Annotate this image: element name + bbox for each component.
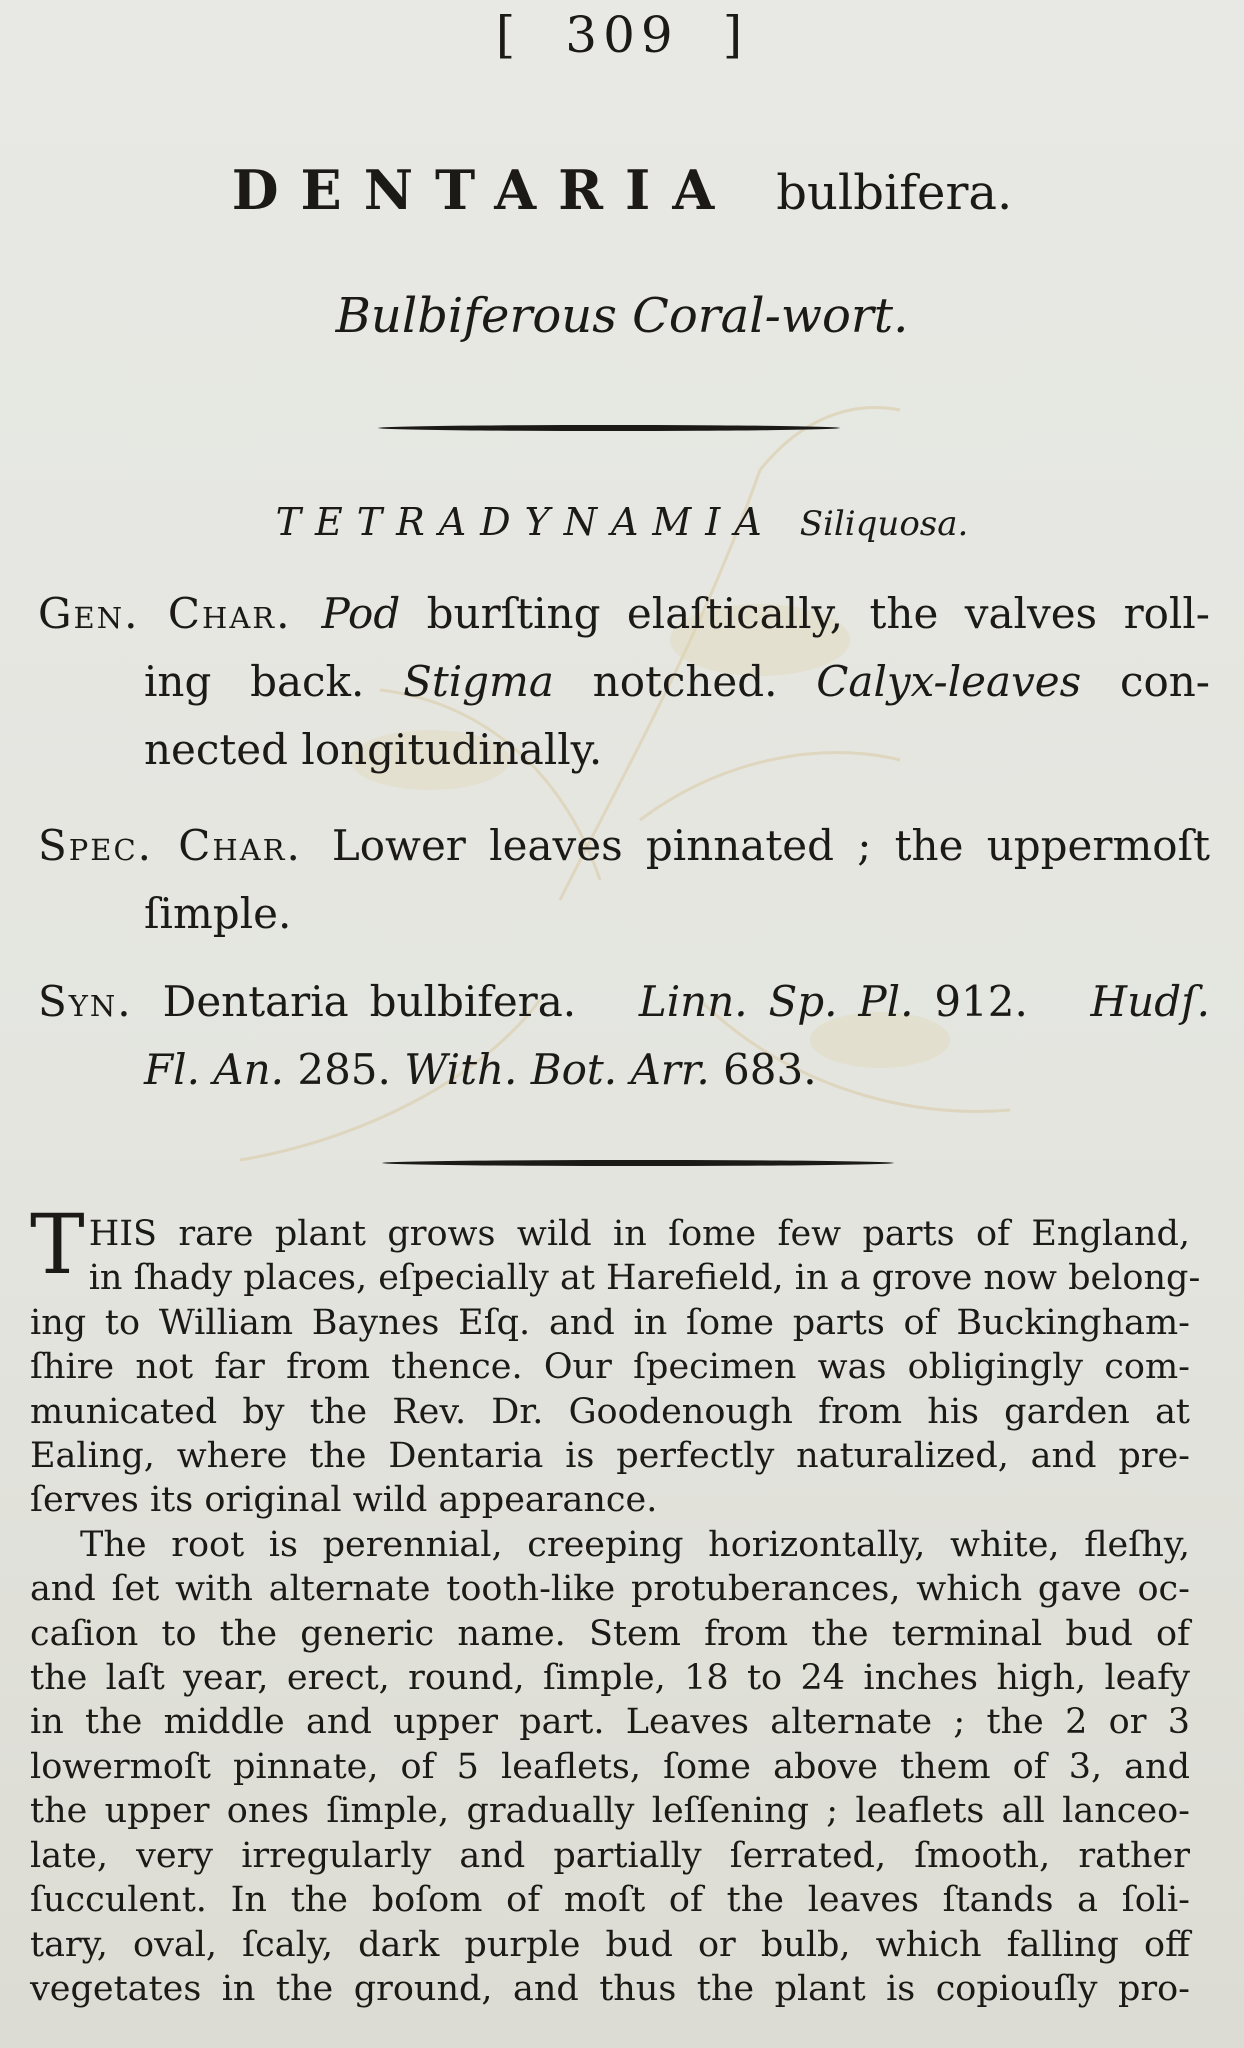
linnaean-classification <box>0 500 1244 544</box>
para1-line: ſhire not far from thence. Our ſpecimen was obligingly com- <box>30 1347 1190 1388</box>
syn-label: Syn. <box>38 977 133 1026</box>
syn-line-1 <box>38 968 1210 1036</box>
spec-text-1: Lower leaves pinnated ; the uppermoſt <box>331 821 1211 870</box>
gen-term-calyx: Calyx-leaves <box>816 657 1082 706</box>
para2-line: the upper ones ſimple, gradually leſſening ; leaflets all lanceo- <box>30 1791 1190 1832</box>
syn-page-flan: 285. <box>284 1045 405 1094</box>
gen-term-pod: Pod <box>321 589 401 638</box>
bracket-open: [ <box>495 6 522 64</box>
para2-line: The root is perennial, creeping horizontally, white, fleſhy, <box>80 1524 1190 1565</box>
spec-char-label: Spec. Char. <box>38 821 302 870</box>
gen-text-2c: con- <box>1081 657 1210 706</box>
para2-line: late, very irregularly and partially ſerrated, ſmooth, rather <box>30 1835 1190 1876</box>
generic-character <box>38 580 1210 784</box>
syn-line-2 <box>38 1036 1210 1104</box>
page-number-value: 309 <box>565 6 679 64</box>
para2-line: vegetates in the ground, and thus the plant is copiouſly pro- <box>30 1968 1190 2009</box>
common-name: Bulbiferous Coral-wort. <box>335 288 909 344</box>
gen-char-line-3: nected longitudinally. <box>144 725 603 774</box>
synonymy <box>38 968 1210 1104</box>
species-epithet: bulbifera. <box>776 165 1013 221</box>
ornamental-rule-top <box>378 425 840 431</box>
syn-ref-flan: Fl. An. <box>144 1045 285 1094</box>
page-number <box>0 6 1244 64</box>
para1-line: ing to William Baynes Eſq. and in ſome parts of Buckingham- <box>30 1302 1190 1343</box>
para2-line: ſucculent. In the boſom of moſt of the leaves ſtands a ſoli- <box>30 1880 1190 1921</box>
gen-char-label: Gen. Char. <box>38 589 292 638</box>
bracket-close: ] <box>722 6 749 64</box>
para2-line: the laſt year, erect, round, ſimple, 18 to 24 inches high, leafy <box>30 1658 1190 1699</box>
para1-line: in ſhady places, eſpecially at Harefield, in a grove now belong- <box>88 1258 1201 1299</box>
para1-line: Ealing, where the Dentaria is perfectly naturalized, and pre- <box>30 1436 1190 1477</box>
gen-text-2a: ing back. <box>144 657 404 706</box>
specific-character <box>38 812 1210 948</box>
syn-name: Dentaria bulbifera. <box>162 977 577 1026</box>
class-name: TETRADYNAMIA <box>275 500 776 544</box>
para1-line: HIS rare plant grows wild in ſome few parts of England, <box>88 1214 1190 1254</box>
gen-char-line-1 <box>38 580 1210 648</box>
para1-line: ſerves its original wild appearance. <box>30 1480 658 1521</box>
para1-line: municated by the Rev. Dr. Goodenough from his garden at <box>30 1391 1190 1432</box>
genus-name: DENTARIA <box>231 158 737 222</box>
gen-term-stigma: Stigma <box>403 657 554 706</box>
drop-cap: T <box>30 1198 85 1293</box>
para2-line: caſion to the generic name. Stem from the terminal bud of <box>30 1613 1190 1654</box>
syn-ref-linn: Linn. Sp. Pl. <box>638 977 914 1026</box>
para2-line: lowermoſt pinnate, of 5 leaflets, ſome above them of 3, and <box>30 1746 1190 1787</box>
gen-text-2b: notched. <box>553 657 817 706</box>
syn-ref-with: With. Bot. Arr. <box>404 1045 710 1094</box>
syn-ref-huds: Hudſ. <box>1090 977 1210 1026</box>
syn-page-with: 683. <box>709 1045 817 1094</box>
description-text <box>30 1198 1201 2011</box>
ornamental-rule-bottom <box>382 1160 894 1166</box>
gen-char-line-2 <box>38 648 1210 716</box>
species-title <box>0 158 1244 222</box>
para2-line: in the middle and upper part. Leaves alternate ; the 2 or 3 <box>30 1702 1190 1743</box>
spec-char-line-2: ſimple. <box>144 889 292 938</box>
para2-line: tary, oval, ſcaly, dark purple bud or bulb, which falling off <box>30 1924 1190 1965</box>
order-name: Siliquosa. <box>799 504 969 544</box>
syn-page-linn: 912. <box>913 977 1028 1026</box>
spec-char-line-1 <box>38 812 1210 880</box>
gen-text-1: burſting elaſtically, the valves roll- <box>400 589 1210 638</box>
para2-line: and ſet with alternate tooth-like protuberances, which gave oc- <box>30 1569 1190 1610</box>
